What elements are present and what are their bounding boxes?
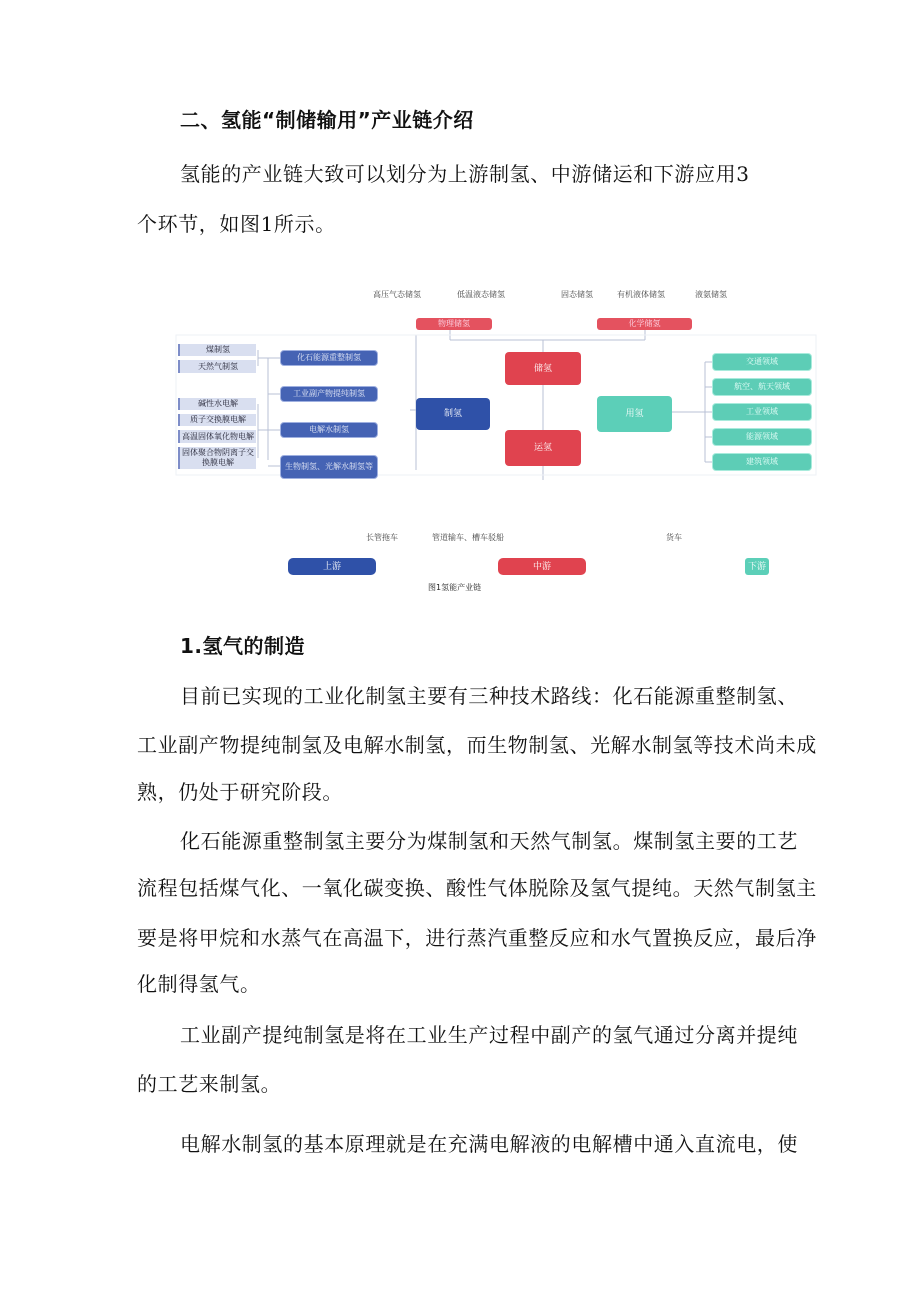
route-pill: 化石能源重整制氢	[280, 350, 378, 366]
upstream-stage-bar: 上游	[288, 558, 376, 575]
route-pill: 生物制氢、光解水制氢等	[280, 455, 378, 479]
source-item: 碱性水电解	[178, 398, 256, 410]
transport-block: 运氢	[505, 430, 581, 466]
chemical-storage-bar: 化学储氢	[597, 318, 692, 330]
transport-mode-label: 货车	[666, 533, 682, 542]
midstream-stage-bar: 中游	[498, 558, 586, 575]
storage-method-label: 低温液态储氢	[457, 290, 505, 299]
paragraph-line: 目前已实现的工业化制氢主要有三种技术路线：化石能源重整制氢、	[180, 684, 798, 708]
production-block: 制氢	[416, 398, 490, 430]
paragraph-line: 电解水制氢的基本原理就是在充满电解液的电解槽中通入直流电，使	[180, 1132, 798, 1156]
storage-block: 储氢	[505, 352, 581, 385]
subheading: 1.氢气的制造	[180, 634, 306, 658]
intro-line-2: 个环节，如图1所示。	[137, 212, 336, 236]
intro-line-1: 氢能的产业链大致可以划分为上游制氢、中游储运和下游应用3	[180, 162, 750, 186]
source-item: 高温固体氧化物电解	[178, 430, 256, 443]
paragraph-line: 化石能源重整制氢主要分为煤制氢和天然气制氢。煤制氢主要的工艺	[180, 829, 798, 853]
application-pill: 交通领域	[712, 353, 812, 371]
transport-mode-label: 长管拖车	[366, 533, 398, 542]
figure-caption: 图1氢能产业链	[428, 583, 482, 592]
figure-connector-lines	[0, 0, 920, 600]
source-item: 质子交换膜电解	[178, 414, 256, 426]
storage-method-label: 高压气态储氢	[373, 290, 421, 299]
section-heading: 二、氢能“制储输用”产业链介绍	[180, 108, 474, 132]
application-pill: 航空、航天领域	[712, 378, 812, 396]
downstream-stage-bar: 下游	[745, 558, 769, 575]
route-pill: 电解水制氢	[280, 422, 378, 438]
paragraph-line: 流程包括煤气化、一氧化碳变换、酸性气体脱除及氢气提纯。天然气制氢主	[137, 876, 817, 900]
storage-method-label: 液氨储氢	[695, 290, 727, 299]
paragraph-line: 化制得氢气。	[137, 972, 261, 996]
transport-mode-label: 管道输车、槽车驳船	[432, 533, 504, 542]
source-item: 固体聚合物阴离子交换膜电解	[178, 447, 256, 469]
storage-method-label: 有机液体储氢	[617, 290, 665, 299]
application-pill: 建筑领域	[712, 453, 812, 471]
source-item: 煤制氢	[178, 344, 256, 356]
usage-block: 用氢	[597, 396, 672, 432]
source-item: 天然气制氢	[178, 360, 256, 373]
paragraph-line: 工业副产物提纯制氢及电解水制氢，而生物制氢、光解水制氢等技术尚未成	[137, 733, 817, 757]
application-pill: 能源领域	[712, 428, 812, 446]
paragraph-line: 熟，仍处于研究阶段。	[137, 780, 343, 804]
storage-method-label: 固态储氢	[561, 290, 593, 299]
application-pill: 工业领域	[712, 403, 812, 421]
physical-storage-bar: 物理储氢	[416, 318, 492, 330]
route-pill: 工业副产物提纯制氢	[280, 386, 378, 402]
paragraph-line: 的工艺来制氢。	[137, 1072, 282, 1096]
paragraph-line: 要是将甲烷和水蒸气在高温下，进行蒸汽重整反应和水气置换反应，最后净	[137, 926, 817, 950]
paragraph-line: 工业副产提纯制氢是将在工业生产过程中副产的氢气通过分离并提纯	[180, 1023, 798, 1047]
